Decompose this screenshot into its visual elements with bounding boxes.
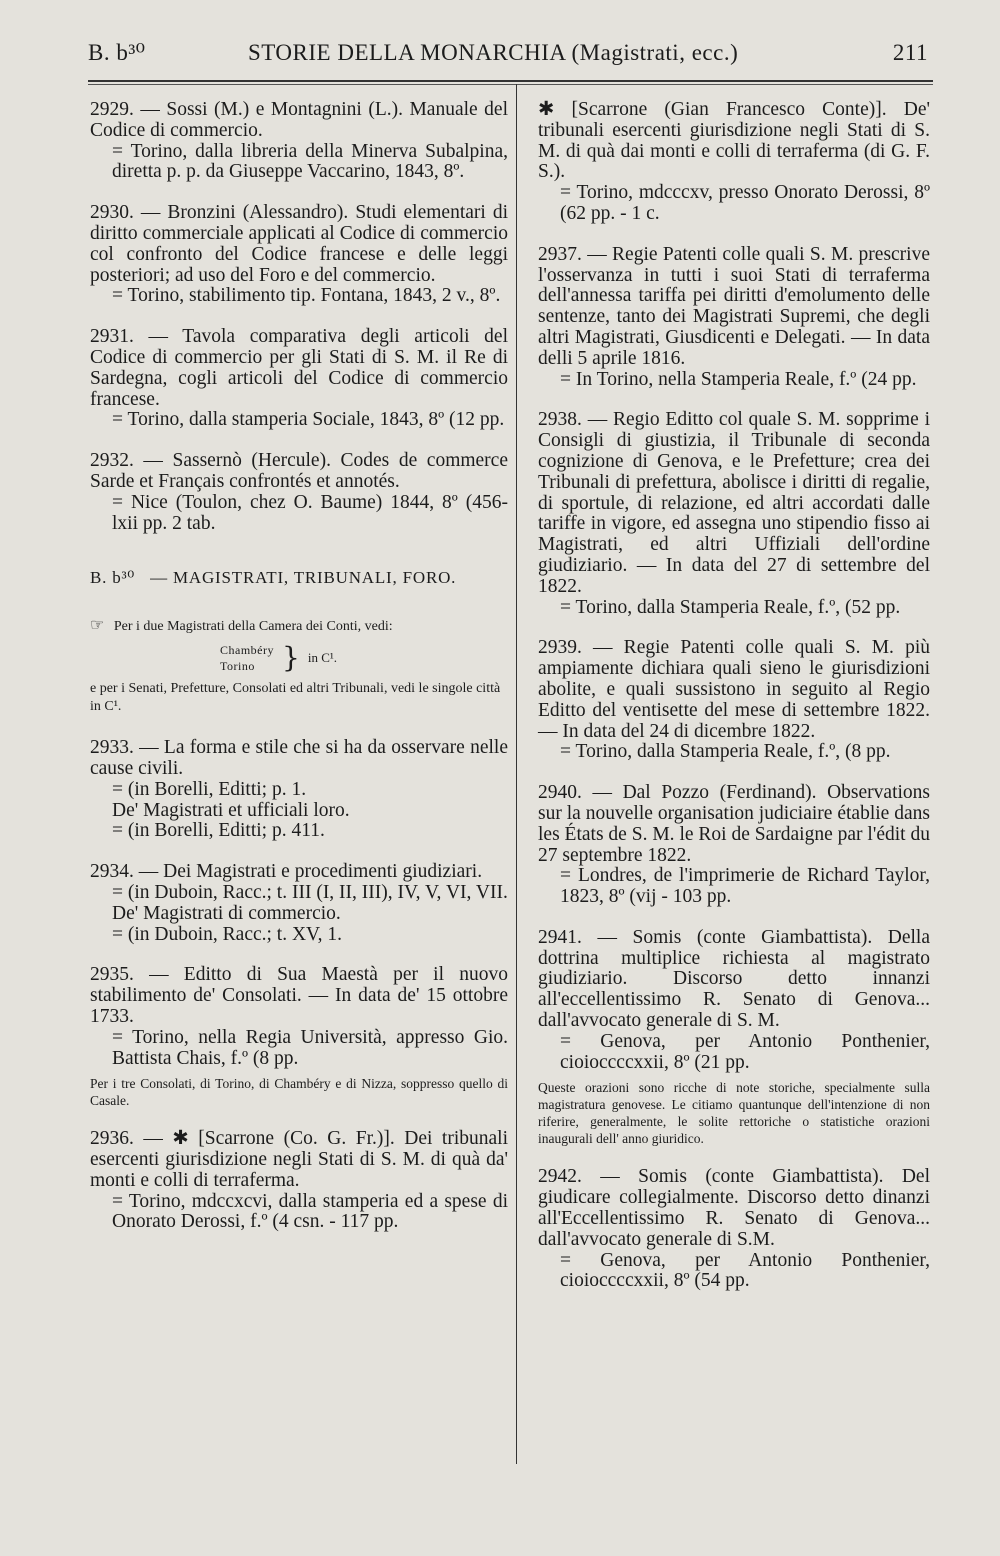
entry-2936-bis (538, 100, 930, 225)
entry-title: 2935. — Editto di Sua Maestà per il nuovo stabilimento de' Consolati. — In data de' 15 ottobre 1733. (90, 964, 508, 1027)
section-label: B. b³⁰ (90, 568, 136, 588)
entry-title: 2938. — Regio Editto col quale S. M. sopprime i Consigli di giustizia, il Tribunale di seconda cognizione di Genova, e le Prefetture; crea dei Tribunali di prefettura, abolisce i diritti di regalie, di sportule, di relazione, ed altri accordati dalle tariffe in vigore, ed assegna uno stipendio fisso ai Magistrati, ed altri Uffiziali dell'ordine giudiziario. — In data del 27 di settembre del 1822. (538, 409, 930, 597)
pointing-hand-icon: ☞ (90, 617, 105, 635)
header-rule-thin (88, 84, 933, 85)
section-note-outro: e per i Senati, Prefetture, Consolati ed altri Tribunali, vedi le singole città in C¹. (90, 681, 501, 715)
entry-2942 (538, 1167, 930, 1292)
header-title: STORIE DELLA MONARCHIA (Magistrati, ecc.) (248, 40, 739, 65)
entry-2938 (538, 410, 930, 618)
brace-item: Torino (220, 659, 255, 674)
entry-title: 2931. — Tavola comparativa degli articoli del Codice di commercio per gli Stati di S. M. il Re di Sardegna, cogli articoli del Codice di commercio francese. (90, 326, 508, 410)
entry-2940 (538, 783, 930, 908)
entry-imprint: = Torino, dalla Stamperia Reale, f.º, (52 pp. (560, 596, 901, 618)
section-note-intro: Per i due Magistrati della Camera dei Conti, vedi: (113, 619, 393, 635)
brace-group (220, 642, 508, 674)
entry-imprint: = Torino, nella Regia Università, appresso Gio. Battista Chais, f.º (8 pp. (112, 1026, 508, 1069)
entry-title: ✱ [Scarrone (Gian Francesco Conte)]. De' tribunali esercenti giurisdizione negli Stati di S. M. di quà dai monti e colli di terraferma (di G. F. S.). (538, 99, 930, 183)
page-number: 211 (892, 40, 928, 65)
entry-title: 2937. — Regie Patenti colle quali S. M. prescrive l'osservanza in tutti i suoi Stati di terraferma dell'annessa tariffa pei diritti d'emolumento delle sentenze, tanto dei Magistrati Supremi, che degli altri Magistrati, Giusdicenti e Delegati. — In data delli 5 aprile 1816. (538, 243, 930, 369)
entry-imprint: = Londres, de l'imprimerie de Richard Taylor, 1823, 8º (vij - 103 pp. (560, 865, 930, 908)
entry-title: 2936. — ✱ [Scarrone (Co. G. Fr.)]. Dei tribunali esercenti giurisdizione negli Stati di S. M. di quà da' monti e colli di terraferma. (90, 1128, 508, 1191)
entry-title: 2941. — Somis (conte Giambattista). Della dottrina multiplice richiesta al magistrato giudiziario. Discorso detto innanzi all'eccellentissimo R. Senato di Genova... dall'avvocato generale di S. M. (538, 926, 930, 1032)
entry-2935 (90, 965, 508, 1069)
entry-imprint: = Torino, mdcccxv, presso Onorato Derossi, 8º (62 pp. - 1 c. (560, 182, 930, 224)
entry-2930 (90, 203, 508, 307)
entry-imprint: = In Torino, nella Stamperia Reale, f.º (24 pp. (560, 368, 917, 390)
entry-imprint: = (in Duboin, Racc.; t. XV, 1. (112, 923, 342, 945)
header-section-code: B. b³⁰ (88, 40, 146, 65)
entry-2937 (538, 245, 930, 391)
entry-2933 (90, 738, 508, 842)
entry-imprint: = (in Borelli, Editti; p. 1. (112, 778, 307, 800)
entry-title: 2932. — Sassernò (Hercule). Codes de commerce Sarde et Français confrontés et annotés. (90, 450, 508, 492)
brace-item: Chambéry (220, 643, 274, 658)
entry-title: 2930. — Bronzini (Alessandro). Studi elementari di diritto commerciale applicati al Codice di commercio col confronto del Codice francese e delle leggi posteriori; ad uso del Foro e del commercio. (90, 202, 508, 286)
entry-2936 (90, 1129, 508, 1233)
entry-imprint: = (in Duboin, Racc.; t. III (I, II, III), IV, V, VI, VII. (112, 881, 508, 903)
entry-2934 (90, 862, 508, 945)
entry-imprint: = Genova, per Antonio Ponthenier, cioioccccxxii, 8º (21 pp. (560, 1030, 930, 1073)
right-column (538, 100, 930, 1312)
header-rule (88, 80, 933, 82)
entry-note: Queste orazioni sono ricche di note storiche, specialmente sulla magistratura genovese. Le citiamo quantunque dell'intenzione di non riferire, generalmente, le solite rettoriche o statistiche orazioni inaugurali dell' anno giuridico. (538, 1080, 930, 1147)
entry-2929 (90, 100, 508, 183)
entry-imprint: = Nice (Toulon, chez O. Baume) 1844, 8º (456-lxii pp. 2 tab. (112, 491, 508, 534)
entry-2931 (90, 327, 508, 431)
section-note (90, 617, 508, 716)
entry-imprint: = Torino, dalla Stamperia Reale, f.º, (8 pp. (560, 741, 891, 763)
left-column (90, 100, 508, 1253)
entry-2932 (90, 451, 508, 534)
column-divider (516, 84, 517, 1464)
section-heading (90, 568, 508, 589)
running-header (88, 40, 928, 80)
entry-imprint: = Torino, dalla stamperia Sociale, 1843, 8º (12 pp. (112, 409, 505, 431)
entry-subtitle: De' Magistrati di commercio. (112, 902, 341, 924)
entry-title: 2929. — Sossi (M.) e Montagnini (L.). Manuale del Codice di commercio. (90, 99, 508, 141)
entry-title: 2933. — La forma e stile che si ha da osservare nelle cause civili. (90, 737, 508, 779)
entry-imprint: = Genova, per Antonio Ponthenier, cioioccccxxii, 8º (54 pp. (560, 1249, 930, 1292)
brace-icon: } (282, 641, 300, 675)
entry-title: 2942. — Somis (conte Giambattista). Del giudicare collegialmente. Discorso detto dinanzi all'Eccellentissimo R. Senato di Genova... dall'avvocato generale di S.M. (538, 1166, 930, 1250)
entry-imprint: = Torino, mdccxcvi, dalla stamperia ed a spese di Onorato Derossi, f.º (4 csn. - 117 pp. (112, 1190, 508, 1233)
entry-title: 2939. — Regie Patenti colle quali S. M. più ampiamente dichiara quali sieno le giurisdizioni abolite, e quali sussistono in seguito al Regio Editto del ventisette del mese di settembre 1822. — In data del 24 di dicembre 1822. (538, 637, 930, 742)
entry-2939 (538, 638, 930, 763)
entry-note: Per i tre Consolati, di Torino, di Chambéry e di Nizza, soppresso quello di Casale. (90, 1076, 508, 1109)
entry-imprint: = (in Borelli, Editti; p. 411. (112, 820, 325, 842)
section-title: — MAGISTRATI, TRIBUNALI, FORO. (150, 568, 457, 588)
entry-title: 2940. — Dal Pozzo (Ferdinand). Observations sur la nouvelle organisation judiciaire établie dans les États de S. M. le Roi de Sardaigne par l'édit du 27 septembre 1822. (538, 782, 930, 866)
entry-title: 2934. — Dei Magistrati e procedimenti giudiziari. (90, 861, 483, 883)
entry-subtitle: De' Magistrati et ufficiali loro. (112, 799, 350, 821)
entry-2941 (538, 928, 930, 1074)
entry-imprint: = Torino, dalla libreria della Minerva Subalpina, diretta p. p. da Giuseppe Vaccarino, 1843, 8º. (112, 140, 508, 183)
brace-ref: in C¹. (307, 650, 338, 666)
entry-imprint: = Torino, stabilimento tip. Fontana, 1843, 2 v., 8º. (112, 285, 501, 307)
